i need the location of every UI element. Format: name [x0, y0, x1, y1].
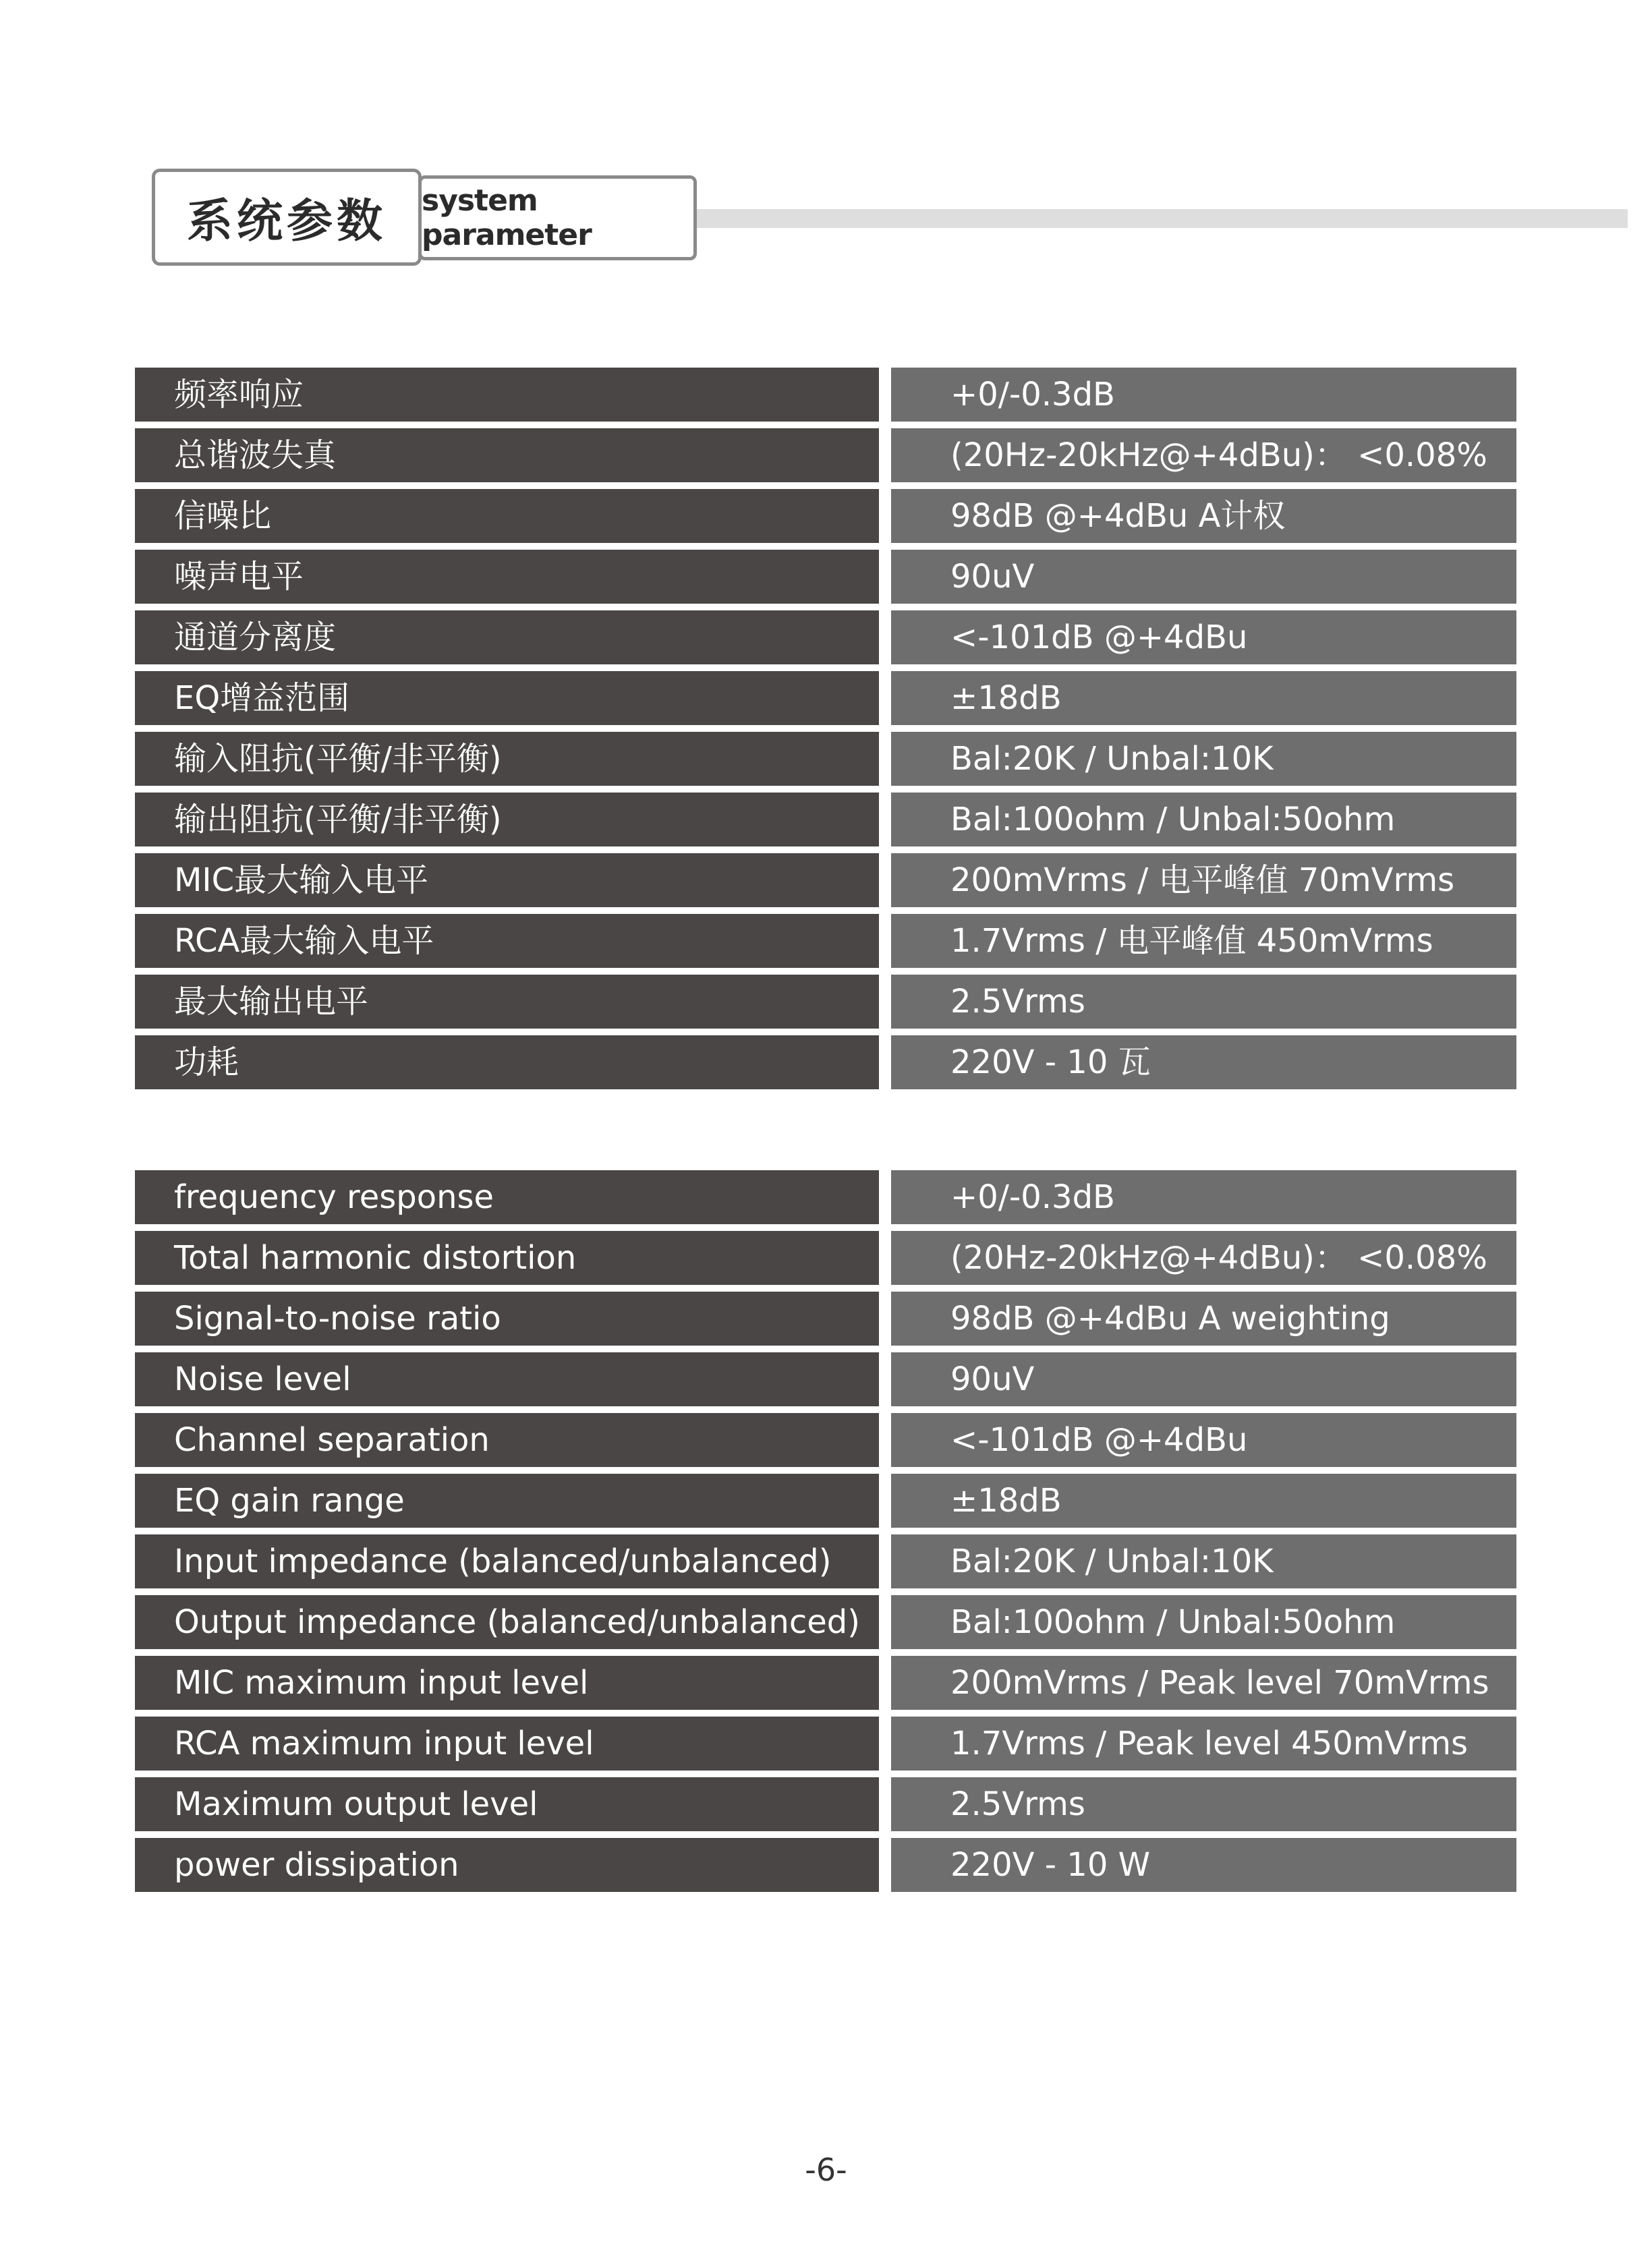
spec-value: +0/-0.3dB — [891, 1170, 1516, 1224]
table-row — [135, 975, 1516, 1029]
table-row — [135, 671, 1516, 725]
table-row — [135, 1474, 1516, 1528]
table-row — [135, 1595, 1516, 1649]
spec-value: ±18dB — [891, 671, 1516, 725]
spec-label: 通道分离度 — [135, 610, 879, 664]
spec-value: 2.5Vrms — [891, 1777, 1516, 1831]
spec-label: 总谐波失真 — [135, 428, 879, 482]
section-title-cn: 系统参数 — [152, 169, 422, 266]
spec-label: Total harmonic distortion — [135, 1231, 879, 1285]
spec-label: 功耗 — [135, 1035, 879, 1089]
spec-value: (20Hz-20kHz@+4dBu)： <0.08% — [891, 1231, 1516, 1285]
spec-label: 输入阻抗(平衡/非平衡) — [135, 732, 879, 786]
spec-table-en — [135, 1170, 1516, 1899]
spec-label: Channel separation — [135, 1413, 879, 1467]
spec-value: 220V - 10 W — [891, 1838, 1516, 1892]
table-row — [135, 793, 1516, 846]
spec-value: 1.7Vrms / Peak level 450mVrms — [891, 1717, 1516, 1771]
header-divider — [697, 209, 1628, 228]
spec-label: EQ增益范围 — [135, 671, 879, 725]
spec-value: 90uV — [891, 1352, 1516, 1406]
spec-value: 98dB @+4dBu A计权 — [891, 489, 1516, 543]
spec-label: frequency response — [135, 1170, 879, 1224]
table-row — [135, 1231, 1516, 1285]
spec-label: 输出阻抗(平衡/非平衡) — [135, 793, 879, 846]
spec-label: 噪声电平 — [135, 550, 879, 604]
table-row — [135, 1413, 1516, 1467]
spec-value: Bal:100ohm / Unbal:50ohm — [891, 793, 1516, 846]
spec-value: +0/-0.3dB — [891, 368, 1516, 422]
spec-table-cn — [135, 368, 1516, 1096]
spec-value: 90uV — [891, 550, 1516, 604]
spec-label: 最大输出电平 — [135, 975, 879, 1029]
spec-label: 频率响应 — [135, 368, 879, 422]
spec-value: 2.5Vrms — [891, 975, 1516, 1029]
table-row — [135, 1035, 1516, 1089]
spec-label: Signal-to-noise ratio — [135, 1292, 879, 1346]
spec-label: Output impedance (balanced/unbalanced) — [135, 1595, 879, 1649]
spec-label: EQ gain range — [135, 1474, 879, 1528]
spec-label: Maximum output level — [135, 1777, 879, 1831]
table-row — [135, 853, 1516, 907]
table-row — [135, 1352, 1516, 1406]
spec-label: Noise level — [135, 1352, 879, 1406]
spec-label: RCA最大输入电平 — [135, 914, 879, 968]
spec-value: <-101dB @+4dBu — [891, 1413, 1516, 1467]
spec-value: 1.7Vrms / 电平峰值 450mVrms — [891, 914, 1516, 968]
table-row — [135, 489, 1516, 543]
table-row — [135, 610, 1516, 664]
spec-label: RCA maximum input level — [135, 1717, 879, 1771]
spec-value: Bal:20K / Unbal:10K — [891, 1534, 1516, 1588]
table-row — [135, 1777, 1516, 1831]
table-row — [135, 732, 1516, 786]
table-row — [135, 1170, 1516, 1224]
spec-value: (20Hz-20kHz@+4dBu)： <0.08% — [891, 428, 1516, 482]
spec-label: MIC maximum input level — [135, 1656, 879, 1710]
table-row — [135, 368, 1516, 422]
spec-label: 信噪比 — [135, 489, 879, 543]
table-row — [135, 914, 1516, 968]
table-row — [135, 1292, 1516, 1346]
spec-value: 220V - 10 瓦 — [891, 1035, 1516, 1089]
table-row — [135, 428, 1516, 482]
spec-value: Bal:20K / Unbal:10K — [891, 732, 1516, 786]
spec-value: ±18dB — [891, 1474, 1516, 1528]
spec-value: 200mVrms / Peak level 70mVrms — [891, 1656, 1516, 1710]
spec-label: power dissipation — [135, 1838, 879, 1892]
spec-label: Input impedance (balanced/unbalanced) — [135, 1534, 879, 1588]
spec-value: 200mVrms / 电平峰值 70mVrms — [891, 853, 1516, 907]
spec-value: <-101dB @+4dBu — [891, 610, 1516, 664]
table-row — [135, 1534, 1516, 1588]
table-row — [135, 1656, 1516, 1710]
section-title-en: system parameter — [418, 175, 697, 260]
table-row — [135, 550, 1516, 604]
spec-value: 98dB @+4dBu A weighting — [891, 1292, 1516, 1346]
page-number: -6- — [805, 2152, 847, 2188]
table-row — [135, 1717, 1516, 1771]
section-header — [152, 169, 1484, 270]
spec-label: MIC最大输入电平 — [135, 853, 879, 907]
table-row — [135, 1838, 1516, 1892]
spec-value: Bal:100ohm / Unbal:50ohm — [891, 1595, 1516, 1649]
